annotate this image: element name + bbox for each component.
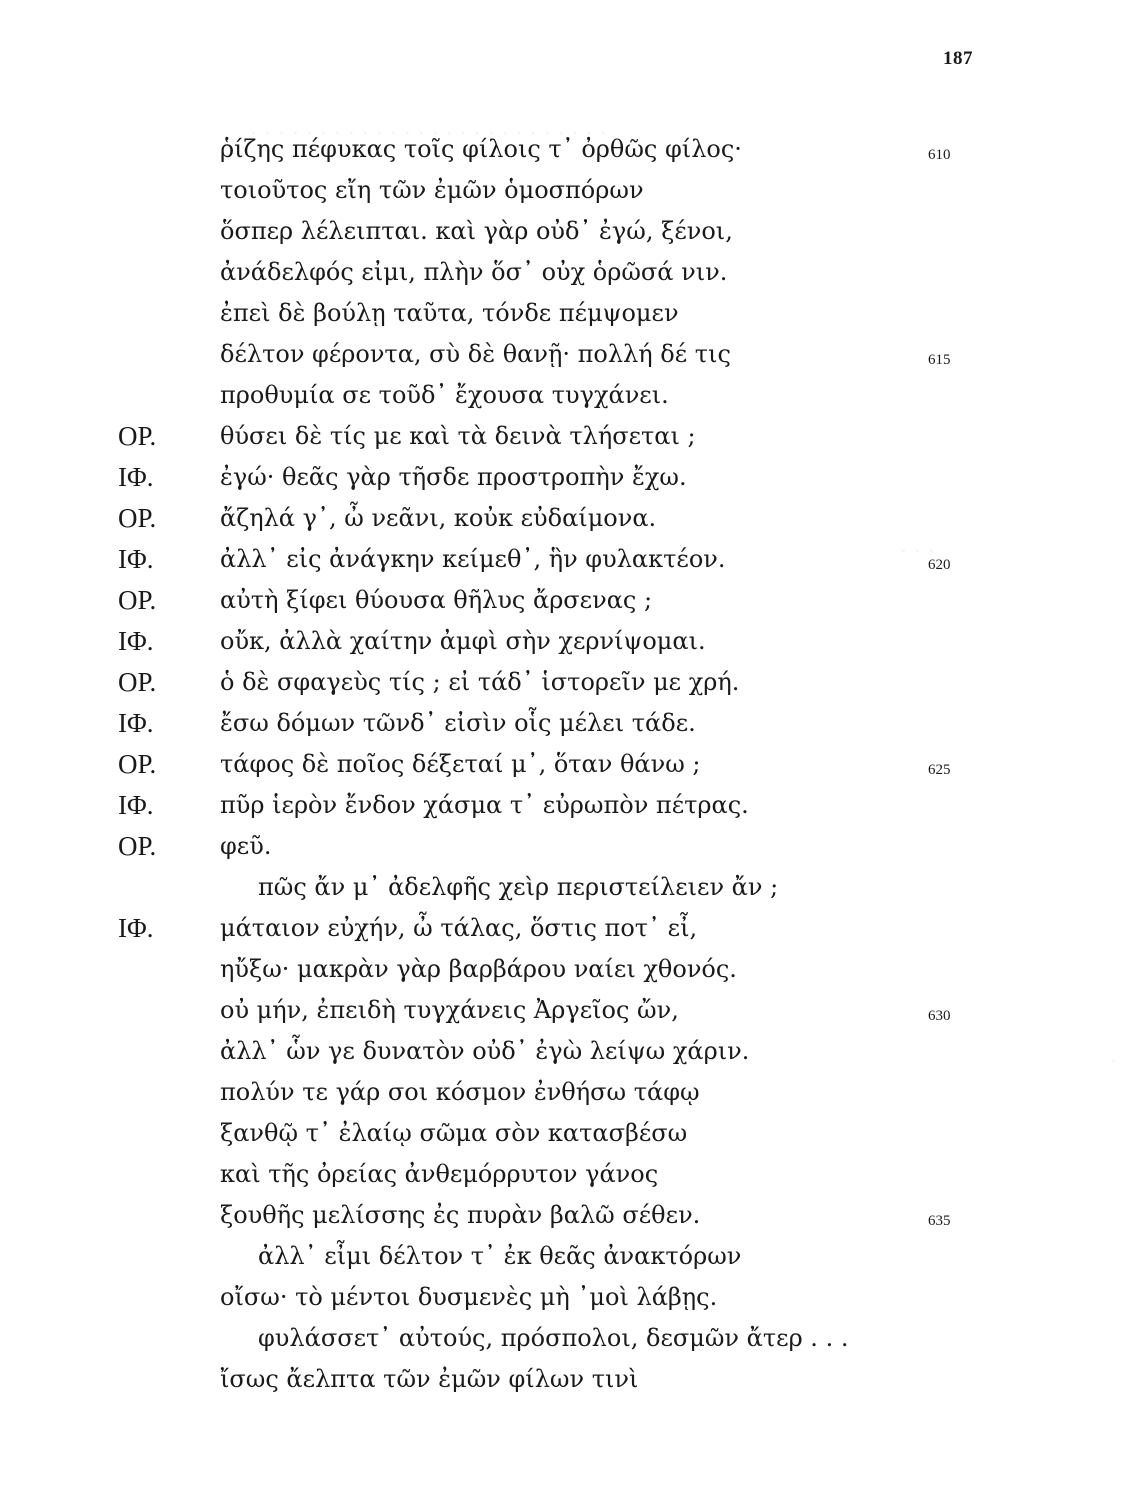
verse-text: ἴσως ἄελπτα τῶν ἐμῶν φίλων τινὶ — [220, 1365, 639, 1393]
line-number: 635 — [928, 1213, 951, 1229]
verse-line — [0, 1073, 1131, 1114]
speaker-label: ΟΡ. — [118, 585, 157, 615]
speaker-label: ΙΦ. — [118, 913, 154, 943]
speaker-label: ΙΦ. — [118, 790, 154, 820]
verse-text: φεῦ. — [220, 832, 272, 860]
verse-line — [0, 458, 1131, 499]
verse-text: ἔσω δόμων τῶνδ᾽ εἰσὶν οἷς μέλει τάδε. — [220, 709, 696, 737]
verse-line — [0, 1196, 1131, 1237]
verse-line — [0, 417, 1131, 458]
verse-line — [0, 1278, 1131, 1319]
verse-text: ἀνάδελφός εἰμι, πλὴν ὅσ᾽ οὐχ ὁρῶσά νιν. — [220, 258, 728, 286]
verse-text: ξουθῆς μελίσσης ἐς πυρὰν βαλῶ σέθεν. — [220, 1201, 701, 1229]
verse-line — [0, 1319, 1131, 1360]
verse-text: μάταιον εὐχήν, ὦ τάλας, ὅστις ποτ᾽ εἶ, — [220, 914, 698, 942]
verse-line — [0, 1114, 1131, 1155]
verse-line — [0, 950, 1131, 991]
verse-text: ἄζηλά γ᾽, ὦ νεᾶνι, κοὐκ εὐδαίμονα. — [220, 504, 657, 532]
verse-text: ἀλλ᾽ εἰς ἀνάγκην κείμεθ᾽, ἣν φυλακτέον. — [220, 545, 726, 573]
verse-text: τάφος δὲ ποῖος δέξεταί μ᾽, ὅταν θάνω ; — [220, 750, 701, 778]
verse-text: πῦρ ἱερὸν ἔνδον χάσμα τ᾽ εὐρωπὸν πέτρας. — [220, 791, 749, 819]
verse-text: ηὔξω· μακρὰν γὰρ βαρβάρου ναίει χθονός. — [220, 955, 737, 983]
verse-text: φυλάσσετ᾽ αὐτούς, πρόσπολοι, δεσμῶν ἄτερ . . . — [258, 1324, 849, 1352]
speaker-label: ΟΡ. — [118, 831, 157, 861]
line-number: 630 — [928, 1008, 951, 1024]
verse-line — [0, 294, 1131, 335]
verse-line — [0, 335, 1131, 376]
verse-text: προθυμία σε τοῦδ᾽ ἔχουσα τυγχάνει. — [220, 381, 669, 409]
verse-line — [0, 622, 1131, 663]
verse-line — [0, 1360, 1131, 1401]
verse-text: ξανθῷ τ᾽ ἐλαίῳ σῶμα σὸν κατασβέσω — [220, 1119, 688, 1147]
verse-text: αὐτὴ ξίφει θύουσα θῆλυς ἄρσενας ; — [220, 586, 653, 614]
verse-text: ἀλλ᾽ ὧν γε δυνατὸν οὐδ᾽ ἐγὼ λείψω χάριν. — [220, 1037, 750, 1065]
verse-text: οὔκ, ἀλλὰ χαίτην ἀμφὶ σὴν χερνίψομαι. — [220, 627, 706, 655]
verse-line — [0, 130, 1131, 171]
verse-line — [0, 540, 1131, 581]
line-number: 610 — [928, 147, 951, 163]
verse-text: πολύν τε γάρ σοι κόσμον ἐνθήσω τάφῳ — [220, 1078, 700, 1106]
verse-line — [0, 212, 1131, 253]
verse-text: ἐγώ· θεᾶς γὰρ τῆσδε προστροπὴν ἔχω. — [220, 463, 687, 491]
verse-line — [0, 499, 1131, 540]
verse-text: δέλτον φέροντα, σὺ δὲ θανῇ· πολλή δέ τις — [220, 340, 731, 368]
line-number: 620 — [928, 557, 951, 573]
verse-text: ὅσπερ λέλειπται. καὶ γὰρ οὐδ᾽ ἐγώ, ξένοι, — [220, 217, 733, 245]
line-number: 615 — [928, 352, 951, 368]
speaker-label: ΙΦ. — [118, 626, 154, 656]
verse-text: ἀλλ᾽ εἶμι δέλτον τ᾽ ἐκ θεᾶς ἀνακτόρων — [258, 1242, 742, 1270]
verse-text: πῶς ἄν μ᾽ ἀδελφῆς χεὶρ περιστείλειεν ἄν ; — [258, 873, 779, 901]
speaker-label: ΟΡ. — [118, 421, 157, 451]
verse-text: ἐπεὶ δὲ βούλῃ ταῦτα, τόνδε πέμψομεν — [220, 299, 679, 327]
page-number: 187 — [943, 48, 973, 69]
verse-line — [0, 253, 1131, 294]
verse-text: οὐ μήν, ἐπειδὴ τυγχάνεις Ἀργεῖος ὤν, — [220, 996, 679, 1024]
verse-line — [0, 581, 1131, 622]
verse-line — [0, 827, 1131, 868]
verse-line — [0, 171, 1131, 212]
verse-line — [0, 1155, 1131, 1196]
verse-text: ὁ δὲ σφαγεὺς τίς ; εἰ τάδ᾽ ἱστορεῖν με χρή. — [220, 668, 740, 696]
verse-text: οἴσω· τὸ μέντοι δυσμενὲς μὴ ᾽μοὶ λάβῃς. — [220, 1283, 718, 1311]
verse-text-block — [0, 130, 1131, 1401]
line-number: 625 — [928, 762, 951, 778]
speaker-label: ΟΡ. — [118, 503, 157, 533]
verse-line — [0, 1237, 1131, 1278]
speaker-label: ΟΡ. — [118, 749, 157, 779]
verse-text: τοιοῦτος εἴη τῶν ἐμῶν ὁμοσπόρων — [220, 176, 644, 204]
verse-line — [0, 376, 1131, 417]
verse-line — [0, 704, 1131, 745]
verse-text: καὶ τῆς ὀρείας ἀνθεμόρρυτον γάνος — [220, 1160, 659, 1188]
speaker-label: ΙΦ. — [118, 544, 154, 574]
verse-line — [0, 991, 1131, 1032]
verse-line — [0, 868, 1131, 909]
verse-line — [0, 909, 1131, 950]
verse-text: θύσει δὲ τίς με καὶ τὰ δεινὰ τλήσεται ; — [220, 422, 696, 450]
verse-line — [0, 745, 1131, 786]
speaker-label: ΙΦ. — [118, 462, 154, 492]
verse-line — [0, 1032, 1131, 1073]
verse-line — [0, 786, 1131, 827]
speaker-label: ΙΦ. — [118, 708, 154, 738]
verse-text: ῥίζης πέφυκας τοῖς φίλοις τ᾽ ὀρθῶς φίλος· — [220, 135, 742, 163]
verse-line — [0, 663, 1131, 704]
speaker-label: ΟΡ. — [118, 667, 157, 697]
